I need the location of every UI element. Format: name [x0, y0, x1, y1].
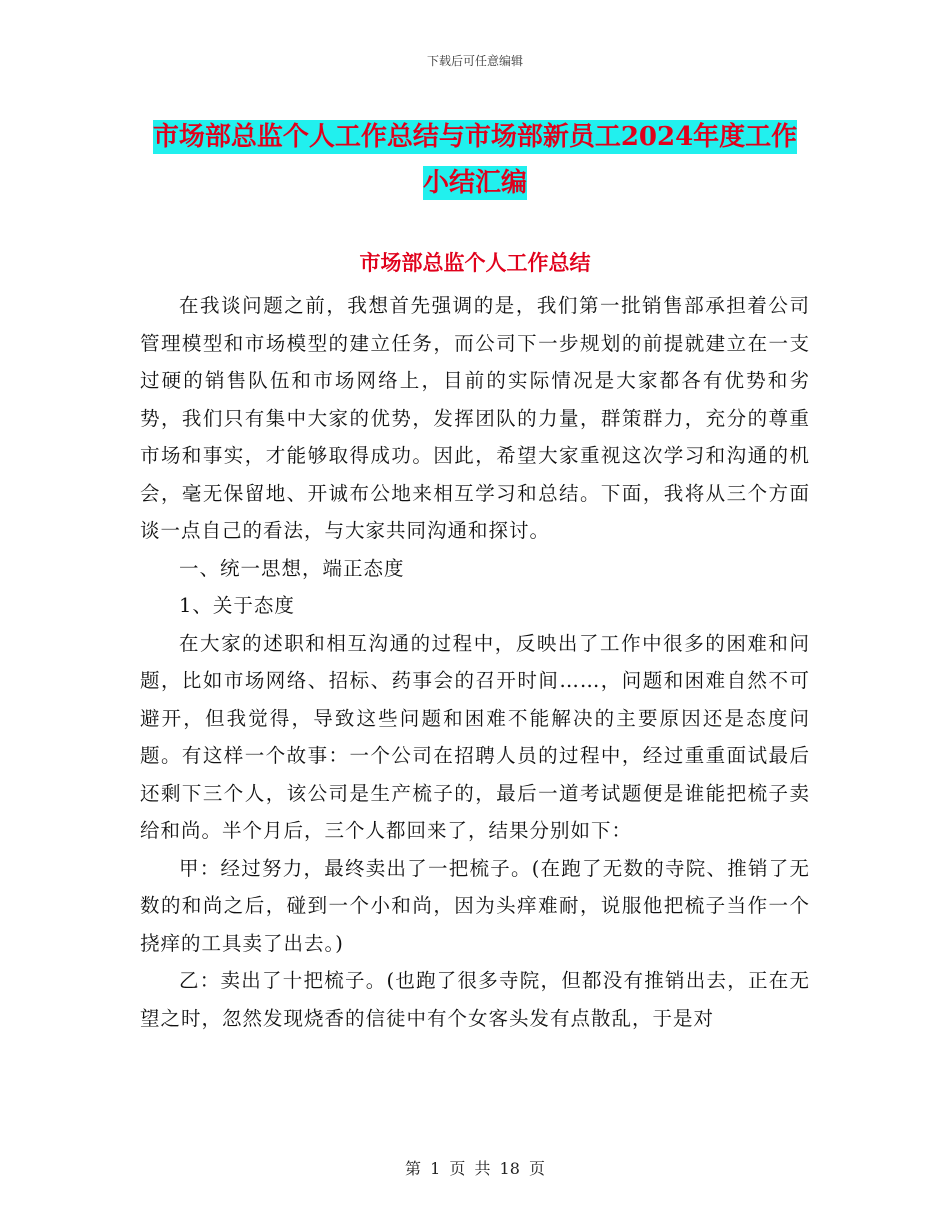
document-body [140, 287, 810, 1037]
heading-unify-thinking: 一、统一思想，端正态度 [179, 556, 405, 580]
subheading-attitude: 1、关于态度 [179, 594, 295, 617]
document-title [140, 114, 810, 206]
section-title: 市场部总监个人工作总结 [359, 250, 591, 275]
page-footer: 第 1 页 共 18 页 [405, 1159, 545, 1178]
paragraph-yi: 乙：卖出了十把梳子。(也跑了很多寺院，但都没有推销出去，正在无望之时，忽然发现烧香的信徒中有个女客头发有点散乱，于是对 [140, 969, 810, 1030]
header-note: 下载后可任意编辑 [426, 54, 523, 68]
paragraph-intro: 在我谈问题之前，我想首先强调的是，我们第一批销售部承担着公司管理模型和市场模型的建立任务，而公司下一步规划的前提就建立在一支过硬的销售队伍和市场网络上，目前的实际情况是大家都各有优势和劣势，我们只有集中大家的优势，发挥团队的力量，群策群力，充分的尊重市场和事实，才能够取得成功。因此，希望大家重视这次学习和沟通的机会，毫无保留地、开诚布公地来相互学习和总结。下面，我将从三个方面谈一点自己的看法，与大家共同沟通和探讨。 [140, 294, 810, 542]
paragraph-jia: 甲：经过努力，最终卖出了一把梳子。(在跑了无数的寺院、推销了无数的和尚之后，碰到一个小和尚，因为头痒难耐，说服他把梳子当作一个挠痒的工具卖了出去。) [140, 856, 810, 955]
document-title-text: 市场部总监个人工作总结与市场部新员工2024年度工作小结汇编 [152, 122, 798, 198]
paragraph-story: 在大家的述职和相互沟通的过程中，反映出了工作中很多的困难和问题，比如市场网络、招标、药事会的召开时间……，问题和困难自然不可避开，但我觉得，导致这些问题和困难不能解决的主要原因还是态度问题。有这样一个故事：一个公司在招聘人员的过程中，经过重重面试最后还剩下三个人，该公司是生产梳子的，最后一道考试题便是谁能把梳子卖给和尚。半个月后，三个人都回来了，结果分别如下： [140, 631, 810, 842]
